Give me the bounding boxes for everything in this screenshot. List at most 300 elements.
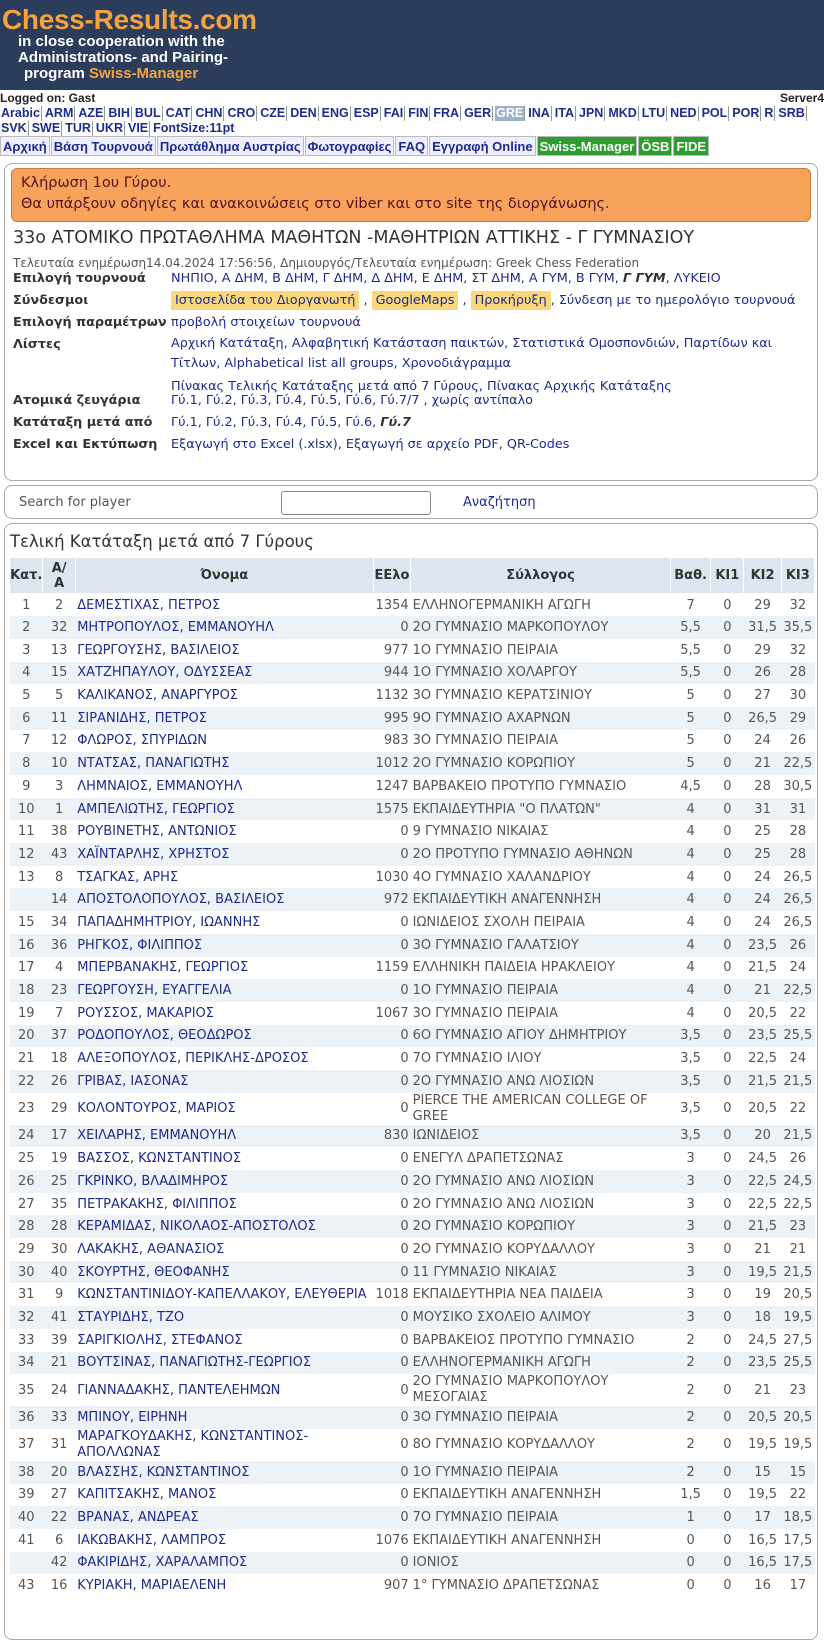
cell-tb2: 20,5: [748, 1101, 778, 1117]
column-header-7[interactable]: ΚΙ2: [744, 558, 781, 594]
cell-tb1: 0: [723, 1532, 732, 1548]
cell-tb1: 0: [723, 1241, 732, 1257]
language-ina[interactable]: INA: [528, 106, 550, 120]
cell-player-name[interactable]: ΑΠΟΣΤΟΛΟΠΟΥΛΟΣ, ΒΑΣΙΛΕΙΟΣ: [75, 888, 373, 911]
cell-tb1: 0: [723, 1005, 732, 1021]
column-header-1[interactable]: Α/ Α: [43, 558, 75, 594]
language-chn[interactable]: CHN: [195, 106, 223, 120]
announcement-line-2: Θα υπάρξουν οδηγίες και ανακοινώσεις στο viber και στο site της διοργάνωσης.: [21, 196, 610, 212]
cell-points: 3: [670, 1306, 710, 1329]
cell-tb3: 21,5: [781, 1070, 814, 1093]
table-row: [10, 639, 815, 662]
cell-tb2: 24: [754, 869, 771, 885]
lists-links-3[interactable]: Πίνακας Τελικής Κατάταξης μετά από 7 Γύρους, Πίνακας Αρχικής Κατάταξης: [171, 379, 672, 394]
tournament-info-panel: Κλήρωση 1ου Γύρου. Θα υπάρξουν οδηγίες και ανακοινώσεις στο viber και στο site της διοργάνωσης. 33ο ΑΤΟΜΙΚΟ ΠΡΩΤΑΘΛΗΜΑ ΜΑΘΗΤΩΝ -ΜΑΘΗΤΡΙΩΝ ΑΤΤΙΚΗΣ - Γ ΓΥΜΝΑΣΙΟΥ Τελευταία ενημέρωση14.04.2024 17:56:56, Δημιουργός/Τελευταία ενημέρωση: Greek Chess Federation Επιλογή τουρνουά ΝΗΠΙΟ, Α ΔΗΜ, Β ΔΗΜ, Γ ΔΗΜ, Δ ΔΗΜ, Ε ΔΗΜ, ΣΤ ΔΗΜ, Α ΓΥΜ, Β ΓΥΜ, Γ ΓΥΜ, ΛΥΚΕΙΟ Σύνδεσμοι Ιστοσελίδα του Διοργανωτή , GoogleMaps , Προκήρυξη , Σύνδεση με το ημερολόγιο τουρνουά Επιλογή παραμέτρων προβολή στοιχείων τουρνουά Λίστες Αρχική Κατάταξη, Αλφαβητική Κατάσταση παικτών, Στατιστικά Ομοσπονδιών, Παρτίδων και Τίτλων, Alphabetical list all groups, Χρονοδιάγραμμα Πίνακας Τελικής Κατάταξης μετά από 7 Γύρους, Πίνακας Αρχικής Κατάταξης Ατομικά ζευγάρια Γύ.1, Γύ.2, Γύ.3, Γύ.4, Γύ.5, Γύ.6, Γύ.7/7 , χωρίς αντίπαλο Κατάταξη μετά από Γύ.1, Γύ.2, Γύ.3, Γύ.4, Γύ.5, Γύ.6, Γύ.7 Excel και Εκτύπωση Εξαγωγή στο Excel (.xlsx), Εξαγωγή σε αρχείο PDF, QR-Codes: [4, 163, 818, 481]
cell-start-no: 35: [50, 1196, 68, 1212]
table-row: [10, 1170, 815, 1193]
cell-start-no: 15: [43, 662, 75, 685]
cell-tb3: 17: [789, 1578, 807, 1594]
cell-points: 5: [686, 688, 695, 704]
language-bar: [0, 106, 824, 136]
cell-player-name[interactable]: ΑΜΠΕΛΙΩΤΗΣ, ΓΕΩΡΓΙΟΣ: [75, 798, 373, 821]
cell-start-no: 13: [50, 642, 68, 658]
cell-rank: 17: [17, 960, 35, 976]
cell-tb1: 0: [723, 1287, 732, 1303]
cell-player-name[interactable]: ΓΚΡΙΝΚΟ, ΒΛΑΔΙΜΗΡΟΣ: [75, 1170, 373, 1193]
cell-start-no: 21: [43, 1352, 75, 1375]
cell-player-name[interactable]: ΡΟΔΟΠΟΥΛΟΣ, ΘΕΟΔΩΡΟΣ: [75, 1025, 373, 1048]
language-pol[interactable]: POL: [701, 106, 728, 120]
lists-links-1[interactable]: Αρχική Κατάταξη, Αλφαβητική Κατάσταση παικτών, Στατιστικά Ομοσπονδιών, Παρτίδων και: [171, 336, 772, 351]
cell-tb1: 0: [723, 733, 732, 749]
language-ned[interactable]: NED: [670, 106, 697, 120]
cell-player-name[interactable]: ΣΚΟΥΡΤΗΣ, ΘΕΟΦΑΝΗΣ: [75, 1261, 373, 1284]
language-arm[interactable]: ARM: [44, 106, 74, 120]
announcement-banner: [11, 168, 811, 222]
column-header-4[interactable]: Σύλλογος: [411, 558, 671, 594]
cell-elo: 0: [373, 1406, 410, 1429]
cell-tb1: 0: [711, 1215, 744, 1238]
language-fai[interactable]: FAI: [383, 106, 404, 120]
cell-tb3: 17,5: [781, 1552, 814, 1575]
cell-tb2: 16,5: [744, 1552, 781, 1575]
export-label: Excel και Εκτύπωση: [13, 437, 158, 452]
language-cat[interactable]: CAT: [165, 106, 191, 120]
cell-tb3: 21: [789, 1241, 807, 1257]
cell-tb1: 0: [723, 597, 732, 613]
cell-player-name[interactable]: ΚΑΠΙΤΣΑΚΗΣ, ΜΑΝΟΣ: [77, 1487, 217, 1503]
announcement-line-1: Κλήρωση 1ου Γύρου.: [21, 175, 172, 191]
cell-start-no: 31: [50, 1437, 68, 1453]
cell-club: ΕΚΠΑΙΔΕΥΤΙΚΗ ΑΝΑΓΕΝΝΗΣΗ: [412, 1532, 602, 1548]
cell-elo: 977: [383, 642, 409, 658]
cell-points: 3: [670, 1215, 710, 1238]
cell-points: 3,5: [670, 1025, 710, 1048]
language-jpn[interactable]: JPN: [579, 106, 604, 120]
cell-elo: 0: [400, 1241, 409, 1257]
cell-tb2: 29: [754, 597, 771, 613]
cell-player-name[interactable]: ΚΥΡΙΑΚΗ, ΜΑΡΙΑΕΛΕΝΗ: [77, 1578, 227, 1594]
search-label: Search for player: [19, 495, 131, 510]
table-row: [10, 730, 815, 753]
cell-player-name[interactable]: ΡΟΥΣΣΟΣ, ΜΑΚΑΡΙΟΣ: [77, 1005, 215, 1021]
language-eng[interactable]: ENG: [321, 106, 349, 120]
cell-elo: 1012: [373, 752, 410, 775]
table-row: [10, 1506, 815, 1529]
menu-item-4[interactable]: FAQ: [395, 136, 428, 156]
cell-tb2: 24: [754, 914, 771, 930]
cell-club: 1° ΓΥΜΝΑΣΙΟ ΔΡΑΠΕΤΣΩΝΑΣ: [412, 1578, 600, 1594]
cell-tb2: 21,5: [748, 960, 778, 976]
cell-club: ΕΚΠΑΙΔΕΥΤΗΡΙΑ "Ο ΠΛΑΤΩΝ": [411, 798, 671, 821]
cell-elo: 1018: [375, 1287, 409, 1303]
table-row: [10, 1552, 815, 1575]
cell-player-name[interactable]: ΚΕΡΑΜΙΔΑΣ, ΝΙΚΟΛΑΟΣ-ΑΠΟΣΤΟΛΟΣ: [75, 1215, 373, 1238]
cell-club: 2Ο ΓΥΜΝΑΣΙΟ ΚΟΡΩΠΙΟΥ: [411, 1215, 671, 1238]
cell-club: 3Ο ΓΥΜΝΑΣΙΟ ΠΕΙΡΑΙΑ: [411, 1406, 671, 1429]
cell-points: 7: [686, 597, 695, 613]
cell-rank: 24: [10, 1125, 43, 1148]
cell-elo: 1354: [375, 597, 409, 613]
cell-points: 4: [686, 1005, 695, 1021]
cell-player-name[interactable]: ΑΛΕΞΟΠΟΥΛΟΣ, ΠΕΡΙΚΛΗΣ-ΔΡΟΣΟΣ: [77, 1051, 309, 1067]
cell-elo: 0: [373, 616, 410, 639]
cell-tb3: 25,5: [781, 1352, 814, 1375]
cell-club: 3Ο ΓΥΜΝΑΣΙΟ ΠΕΙΡΑΙΑ: [412, 733, 558, 749]
cell-player-name[interactable]: ΧΑΤΖΗΠΑΥΛΟΥ, ΟΔΥΣΣΕΑΣ: [75, 662, 373, 685]
font-size-toggle[interactable]: FontSize:11pt: [153, 121, 235, 135]
cell-rank: 25: [17, 1151, 35, 1167]
cell-points: 3: [686, 1287, 695, 1303]
cell-player-name[interactable]: ΒΛΑΣΣΗΣ, ΚΩΝΣΤΑΝΤΙΝΟΣ: [75, 1461, 373, 1484]
cell-start-no: 26: [43, 1070, 75, 1093]
tournament-selection-links[interactable]: ΝΗΠΙΟ, Α ΔΗΜ, Β ΔΗΜ, Γ ΔΗΜ, Δ ΔΗΜ, Ε ΔΗΜ, ΣΤ ΔΗΜ, Α ΓΥΜ, Β ΓΥΜ,: [171, 271, 619, 286]
cell-tb2: 25: [744, 843, 781, 866]
cell-start-no: 3: [54, 778, 64, 794]
cell-start-no: 30: [50, 1241, 68, 1257]
cell-tb1: 0: [723, 1051, 732, 1067]
language-cze[interactable]: CZE: [260, 106, 286, 120]
cell-points: 2: [686, 1437, 695, 1453]
cell-points: 4: [686, 824, 695, 840]
cell-club: 2Ο ΓΥΜΝΑΣΙΟ ΚΟΡΩΠΙΟΥ: [411, 752, 671, 775]
lyceum-link[interactable]: , ΛΥΚΕΙΟ: [665, 271, 721, 286]
cell-start-no: 38: [50, 824, 68, 840]
cell-elo: 1575: [373, 798, 410, 821]
cell-club: ΕΛΛΗΝΟΓΕΡΜΑΝΙΚΗ ΑΓΩΓΗ: [411, 1352, 671, 1375]
cell-rank: 33: [17, 1332, 35, 1348]
table-row: [10, 1529, 815, 1552]
cell-start-no: 36: [43, 934, 75, 957]
cell-points: 5: [670, 752, 710, 775]
cell-tb3: 32: [789, 597, 807, 613]
cell-player-name[interactable]: ΜΗΤΡΟΠΟΥΛΟΣ, ΕΜΜΑΝΟΥΗΛ: [75, 616, 373, 639]
cell-player-name[interactable]: ΓΡΙΒΑΣ, ΙΑΣΟΝΑΣ: [75, 1070, 373, 1093]
cell-player-name[interactable]: ΣΑΡΙΓΚΙΟΛΗΣ, ΣΤΕΦΑΝΟΣ: [77, 1332, 243, 1348]
cell-tb3: 28: [789, 824, 807, 840]
cell-tb2: 24: [744, 888, 781, 911]
cell-tb2: 22,5: [744, 1170, 781, 1193]
cell-player-name[interactable]: ΜΠΕΡΒΑΝΑΚΗΣ, ΓΕΩΡΓΙΟΣ: [77, 960, 249, 976]
cell-start-no: 23: [43, 979, 75, 1002]
current-round: Γύ.7: [380, 415, 411, 430]
cell-player-name[interactable]: ΜΑΡΑΓΚΟΥΔΑΚΗΣ, ΚΩΝΣΤΑΝΤΙΝΟΣ-ΑΠΟΛΛΩΝΑΣ: [77, 1428, 309, 1460]
pairings-links[interactable]: Γύ.1, Γύ.2, Γύ.3, Γύ.4, Γύ.5, Γύ.6, Γύ.7/7 , χωρίς αντίπαλο: [171, 393, 533, 408]
cell-player-name[interactable]: ΚΟΛΟΝΤΟΥΡΟΣ, ΜΑΡΙΟΣ: [77, 1101, 236, 1117]
cell-tb3: 27,5: [783, 1332, 813, 1348]
table-row: [10, 1352, 815, 1375]
ranking-links[interactable]: Γύ.1, Γύ.2, Γύ.3, Γύ.4, Γύ.5, Γύ.6,: [171, 415, 377, 430]
table-row: [10, 1406, 815, 1429]
cell-player-name[interactable]: ΔΕΜΕΣΤΙΧΑΣ, ΠΕΤΡΟΣ: [77, 597, 221, 613]
cell-elo: 0: [400, 1332, 409, 1348]
menu-item-6[interactable]: Swiss-Manager: [537, 136, 638, 156]
cell-elo: 0: [400, 1487, 409, 1503]
menu-item-7[interactable]: ÖSB: [638, 136, 672, 156]
cell-tb3: 31: [781, 798, 814, 821]
table-row: [10, 957, 815, 980]
cell-tb3: 22: [789, 1101, 807, 1117]
cell-tb2: 16: [754, 1578, 771, 1594]
cell-player-name[interactable]: ΦΑΚΙΡΙΔΗΣ, ΧΑΡΑΛΑΜΠΟΣ: [75, 1552, 373, 1575]
cell-player-name[interactable]: ΠΑΠΑΔΗΜΗΤΡΙΟΥ, ΙΩΑΝΝΗΣ: [77, 914, 261, 930]
cell-rank: 30: [10, 1261, 43, 1284]
cell-start-no: 42: [43, 1552, 75, 1575]
cell-tb1: 0: [711, 707, 744, 730]
cell-club: ΕΝΕΓΥΛ ΔΡΑΠΕΤΣΩΝΑΣ: [412, 1151, 564, 1167]
language-ltu[interactable]: LTU: [641, 106, 666, 120]
cell-player-name[interactable]: ΓΕΩΡΓΟΥΣΗ, ΕΥΑΓΓΕΛΙΑ: [75, 979, 373, 1002]
language-swe[interactable]: SWE: [31, 121, 61, 135]
cell-points: 5,5: [670, 616, 710, 639]
cell-start-no: 7: [54, 1005, 64, 1021]
cell-start-no: 8: [54, 869, 64, 885]
cell-tb1: 0: [711, 1025, 744, 1048]
language-aze[interactable]: AZE: [78, 106, 104, 120]
cell-club: 2Ο ΓΥΜΝΑΣΙΟ ΜΑΡΚΟΠΟΥΛΟΥ: [411, 616, 671, 639]
language-cro[interactable]: CRO: [227, 106, 256, 120]
language-vie[interactable]: VIE: [127, 121, 149, 135]
cell-player-name[interactable]: ΝΤΑΤΣΑΣ, ΠΑΝΑΓΙΩΤΗΣ: [75, 752, 373, 775]
cell-rank: 9: [22, 778, 31, 794]
menu-item-8[interactable]: FIDE: [673, 136, 709, 156]
cell-tb1: 0: [723, 824, 732, 840]
cell-elo: 0: [373, 979, 410, 1002]
cell-tb1: 0: [711, 979, 744, 1002]
cell-points: 3,5: [680, 1101, 701, 1117]
cell-rank: 20: [10, 1025, 43, 1048]
cell-tb3: 22,5: [781, 752, 814, 775]
search-input[interactable]: [281, 491, 431, 515]
cell-player-name[interactable]: ΡΗΓΚΟΣ, ΦΙΛΙΠΠΟΣ: [75, 934, 373, 957]
menu-item-5[interactable]: Εγγραφή Online: [429, 136, 535, 156]
menu-item-3[interactable]: Φωτογραφίες: [305, 136, 395, 156]
cell-tb1: 0: [711, 1406, 744, 1429]
language-arabic[interactable]: Arabic: [1, 106, 40, 120]
calendar-link[interactable]: , Σύνδεση με το ημερολόγιο τουρνουά: [550, 293, 796, 308]
cell-club: ΒΑΡΒΑΚΕΙΟ ΠΡΟΤΥΠΟ ΓΥΜΝΑΣΙΟ: [412, 778, 627, 794]
column-header-3[interactable]: ΕΕλο: [373, 558, 410, 594]
cell-player-name[interactable]: ΠΕΤΡΑΚΑΚΗΣ, ΦΙΛΙΠΠΟΣ: [77, 1196, 237, 1212]
cell-start-no: 43: [43, 843, 75, 866]
table-row: [10, 616, 815, 639]
cell-tb2: 24,5: [748, 1151, 778, 1167]
cell-player-name[interactable]: ΓΙΑΝΝΑΔΑΚΗΣ, ΠΑΝΤΕΛΕΗΜΩΝ: [77, 1382, 281, 1398]
cell-tb2: 22,5: [748, 1196, 778, 1212]
cell-player-name[interactable]: ΛΑΚΑΚΗΣ, ΑΘΑΝΑΣΙΟΣ: [77, 1241, 225, 1257]
menu-item-1[interactable]: Βάση Τουρνουά: [51, 136, 156, 156]
cell-points: 3: [686, 1196, 695, 1212]
cell-tb2: 19,5: [748, 1487, 778, 1503]
cell-tb2: 23,5: [744, 934, 781, 957]
cell-tb2: 21: [754, 1382, 771, 1398]
cell-tb3: 23: [789, 1382, 807, 1398]
cell-player-name[interactable]: ΧΑΪΝΤΑΡΛΗΣ, ΧΡΗΣΤΟΣ: [75, 843, 373, 866]
lists-links-2[interactable]: Τίτλων, Alphabetical list all groups, Χρονοδιάγραμμα: [171, 356, 511, 371]
cell-player-name[interactable]: ΚΑΛΙΚΑΝΟΣ, ΑΝΑΡΓΥΡΟΣ: [77, 688, 239, 704]
cell-elo: 0: [373, 1025, 410, 1048]
cell-club: ΕΛΛΗΝΙΚΗ ΠΑΙΔΕΙΑ ΗΡΑΚΛΕΙΟΥ: [412, 960, 616, 976]
table-row: [10, 911, 815, 934]
cell-player-name[interactable]: ΧΕΙΛΑΡΗΣ, ΕΜΜΑΝΟΥΗΛ: [75, 1125, 373, 1148]
language-fin[interactable]: FIN: [408, 106, 429, 120]
cell-points: 5: [670, 707, 710, 730]
table-row: [10, 1025, 815, 1048]
cell-tb1: 0: [711, 1461, 744, 1484]
cell-rank: 28: [10, 1215, 43, 1238]
cell-tb3: 24: [789, 1051, 807, 1067]
table-row: [10, 1002, 815, 1025]
language-mkd[interactable]: MKD: [608, 106, 637, 120]
cell-club: 11 ΓΥΜΝΑΣΙΟ ΝΙΚΑΙΑΣ: [411, 1261, 671, 1284]
cell-tb1: 0: [711, 1352, 744, 1375]
table-row: [10, 843, 815, 866]
cell-player-name[interactable]: ΙΑΚΩΒΑΚΗΣ, ΛΑΜΠΡΟΣ: [77, 1532, 227, 1548]
cell-player-name[interactable]: ΣΤΑΥΡΙΔΗΣ, ΤΖΟ: [75, 1306, 373, 1329]
language-esp[interactable]: ESP: [353, 106, 379, 120]
menu-item-2[interactable]: Πρωτάθλημα Αυστρίας: [157, 136, 304, 156]
cell-rank: [10, 888, 43, 911]
cell-rank: 22: [10, 1070, 43, 1093]
cell-start-no: 17: [43, 1125, 75, 1148]
language-ita[interactable]: ITA: [554, 106, 574, 120]
cell-club: ΙΟΝΙΟΣ: [411, 1552, 671, 1575]
cell-player-name[interactable]: ΒΟΥΤΣΙΝΑΣ, ΠΑΝΑΓΙΩΤΗΣ-ΓΕΩΡΓΙΟΣ: [75, 1352, 373, 1375]
language-srb[interactable]: SRB: [778, 106, 805, 120]
cell-tb2: 28: [754, 778, 771, 794]
organizer-website-link[interactable]: Ιστοσελίδα του Διοργανωτή: [171, 291, 359, 310]
column-header-6[interactable]: ΚΙ1: [711, 558, 744, 594]
cell-club: 3Ο ΓΥΜΝΑΣΙΟ ΚΕΡΑΤΣΙΝΙΟΥ: [412, 688, 592, 704]
cell-tb3: 26,5: [783, 869, 813, 885]
cell-tb2: 20,5: [744, 1406, 781, 1429]
cell-player-name[interactable]: ΣΙΡΑΝΙΔΗΣ, ΠΕΤΡΟΣ: [75, 707, 373, 730]
cell-elo: 907: [383, 1578, 409, 1594]
language-tur[interactable]: TUR: [65, 121, 91, 135]
parameters-label: Επιλογή παραμέτρων: [13, 315, 167, 330]
menu-item-0[interactable]: Αρχική: [0, 136, 50, 156]
cell-rank: 18: [10, 979, 43, 1002]
column-header-2[interactable]: Όνομα: [75, 558, 373, 594]
cell-points: 4: [670, 888, 710, 911]
cell-tb3: 26,5: [781, 888, 814, 911]
cell-rank: 32: [10, 1306, 43, 1329]
show-tournament-details-link[interactable]: προβολή στοιχείων τουρνουά: [171, 315, 361, 330]
cell-tb2: 24,5: [748, 1332, 778, 1348]
search-button[interactable]: Αναζήτηση: [463, 495, 536, 510]
language-fra[interactable]: FRA: [433, 106, 460, 120]
language-den[interactable]: DEN: [290, 106, 317, 120]
cell-player-name[interactable]: ΒΡΑΝΑΣ, ΑΝΔΡΕΑΣ: [75, 1506, 373, 1529]
cell-player-name[interactable]: ΒΑΣΣΟΣ, ΚΩΝΣΤΑΝΤΙΝΟΣ: [77, 1151, 242, 1167]
cell-start-no: 22: [43, 1506, 75, 1529]
cell-elo: 0: [373, 1170, 410, 1193]
language-bih[interactable]: BIH: [108, 106, 130, 120]
cell-start-no: 37: [43, 1025, 75, 1048]
cell-points: 5: [686, 733, 695, 749]
cell-tb1: 0: [711, 1125, 744, 1148]
table-row: [10, 1215, 815, 1238]
site-logo[interactable]: Chess-Results.com: [2, 4, 257, 35]
cell-elo: 0: [373, 1306, 410, 1329]
standings-body: [10, 594, 815, 1598]
cell-player-name[interactable]: ΓΕΩΡΓΟΥΣΗΣ, ΒΑΣΙΛΕΙΟΣ: [77, 642, 240, 658]
cell-points: 2: [686, 1382, 695, 1398]
column-header-8[interactable]: ΚΙ3: [781, 558, 814, 594]
cell-rank: 11: [17, 824, 35, 840]
cell-rank: 41: [17, 1532, 35, 1548]
cell-start-no: 5: [54, 688, 64, 704]
announcement-link[interactable]: Προκήρυξη: [471, 291, 551, 310]
column-header-0[interactable]: Κατ.: [10, 558, 43, 594]
cell-player-name[interactable]: ΜΠΙΝΟΥ, ΕΙΡΗΝΗ: [75, 1406, 373, 1429]
column-header-5[interactable]: Βαθ.: [670, 558, 710, 594]
table-row: [10, 1147, 815, 1170]
table-row: [10, 1093, 815, 1125]
export-links[interactable]: Εξαγωγή στο Excel (.xlsx), Εξαγωγή σε αρχείο PDF, QR-Codes: [171, 437, 570, 452]
cell-tb2: 27: [754, 688, 771, 704]
cell-points: 0: [686, 1532, 695, 1548]
cell-elo: 1067: [375, 1005, 409, 1021]
cell-tb2: 23,5: [744, 1025, 781, 1048]
cell-tb1: 0: [711, 752, 744, 775]
cell-rank: 6: [10, 707, 43, 730]
cell-tb2: 19,5: [744, 1261, 781, 1284]
googlemaps-link[interactable]: GoogleMaps: [372, 291, 459, 310]
cell-tb3: 21,5: [781, 1125, 814, 1148]
cell-points: 5,5: [680, 642, 701, 658]
language-svk[interactable]: SVK: [1, 121, 27, 135]
cell-points: 4: [686, 914, 695, 930]
cell-club: ΕΛΛΗΝΟΓΕΡΜΑΝΙΚΗ ΑΓΩΓΗ: [412, 597, 591, 613]
cell-elo: 0: [400, 824, 409, 840]
cell-rank: 8: [10, 752, 43, 775]
cell-tb3: 18,5: [781, 1506, 814, 1529]
cell-club: 3Ο ΓΥΜΝΑΣΙΟ ΠΕΙΡΑΙΑ: [412, 1005, 558, 1021]
ranking-label: Κατάταξη μετά από: [13, 415, 153, 430]
cell-points: 4: [670, 934, 710, 957]
table-row: [10, 684, 815, 707]
cell-tb1: 0: [711, 1070, 744, 1093]
language-por[interactable]: POR: [732, 106, 760, 120]
cell-tb2: 20: [744, 1125, 781, 1148]
cell-tb3: 22: [789, 1005, 807, 1021]
cell-player-name[interactable]: ΚΩΝΣΤΑΝΤΙΝΙΔΟΥ-ΚΑΠΕΛΛΑΚΟΥ, ΕΛΕΥΘΕΡΙΑ: [77, 1286, 367, 1302]
table-row: [10, 662, 815, 685]
table-row: [10, 1261, 815, 1284]
cell-club: 2Ο ΓΥΜΝΑΣΙΟ ΚΟΡΥΔΑΛΛΟΥ: [412, 1241, 595, 1257]
lists-label: Λίστες: [13, 337, 61, 352]
language-bul[interactable]: BUL: [134, 106, 161, 120]
language-ukr[interactable]: UKR: [95, 121, 123, 135]
cell-elo: 0: [400, 1196, 409, 1212]
cell-player-name[interactable]: ΤΣΑΓΚΑΣ, ΑΡΗΣ: [77, 869, 179, 885]
cell-start-no: 19: [50, 1151, 68, 1167]
language-gre[interactable]: GRE: [496, 106, 524, 120]
links-label: Σύνδεσμοι: [13, 293, 89, 308]
cell-player-name[interactable]: ΛΗΜΝΑΙΟΣ, ΕΜΜΑΝΟΥΗΛ: [77, 778, 243, 794]
cell-elo: 1132: [375, 688, 409, 704]
language-ger[interactable]: GER: [464, 106, 492, 120]
cell-elo: 1247: [375, 778, 409, 794]
cell-points: 2: [670, 1461, 710, 1484]
language-r[interactable]: R: [764, 106, 774, 120]
cell-tb1: 0: [723, 1101, 732, 1117]
cell-points: 4: [670, 798, 710, 821]
cell-player-name[interactable]: ΦΛΩΡΟΣ, ΣΠΥΡΙΔΩΝ: [77, 733, 207, 749]
cell-start-no: 29: [50, 1101, 68, 1117]
cell-player-name[interactable]: ΡΟΥΒΙΝΕΤΗΣ, ΑΝΤΩΝΙΟΣ: [77, 824, 237, 840]
